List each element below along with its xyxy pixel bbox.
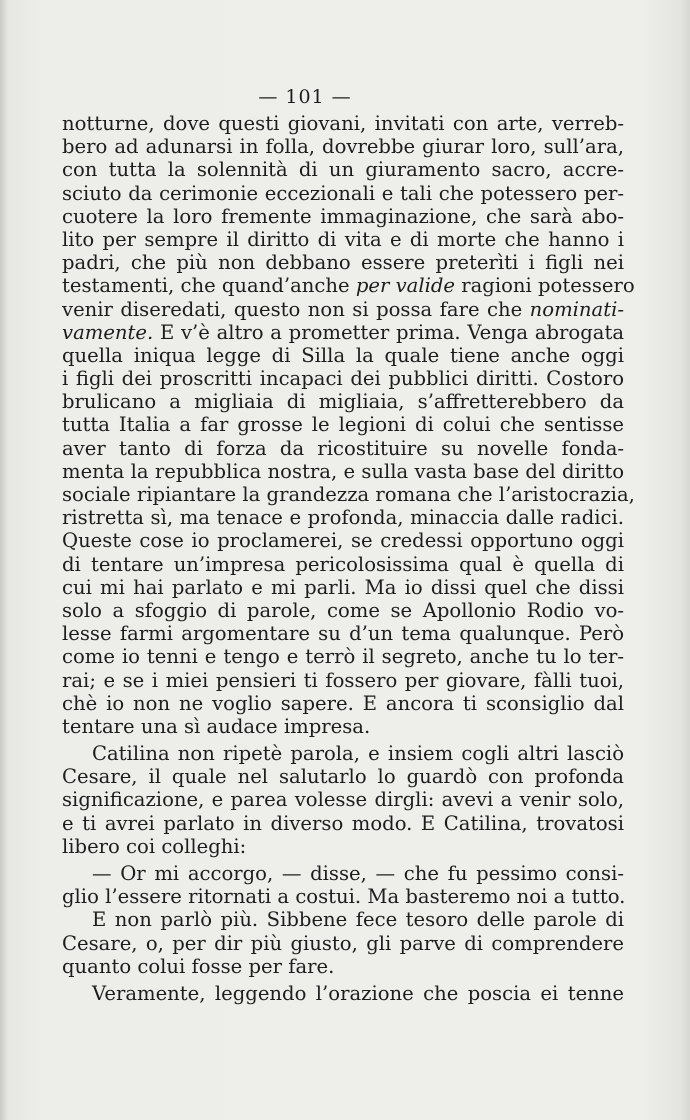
text-line — [62, 576, 624, 599]
text-line — [62, 908, 624, 931]
text-line — [62, 112, 624, 135]
line-text: come io tenni e tengo e terrò il segreto, anche tu lo ter- — [62, 645, 624, 669]
text-line — [62, 932, 624, 955]
line-text: significazione, e parea volesse dirgli: avevi a venir solo, — [62, 788, 624, 812]
text-line — [62, 982, 624, 1005]
line-text: bero ad adunarsi in folla, dovrebbe giurar loro, sull’ara, — [62, 135, 624, 159]
page-number: — 101 — — [258, 86, 352, 108]
line-text: menta la repubblica nostra, e sulla vasta base del diritto — [62, 459, 624, 483]
line-text: cui mi hai parlato e mi parli. Ma io dissi quel che dissi — [62, 575, 624, 599]
italic-text: per valide — [355, 274, 455, 298]
text-line — [62, 298, 624, 321]
line-text: E non parlò più. Sibbene fece tesoro delle parole di — [92, 908, 624, 932]
text-line — [62, 182, 624, 205]
line-text: quella iniqua legge di Silla la quale tiene anche oggi — [62, 343, 624, 367]
line-text: tentare una sì audace impresa. — [62, 714, 371, 738]
text-line — [62, 692, 624, 715]
text-line — [62, 205, 624, 228]
text-line — [62, 483, 635, 506]
line-text: cuotere la loro fremente immaginazione, che sarà abo- — [62, 204, 624, 228]
text-line — [62, 460, 624, 483]
line-text: sociale ripiantare la grandezza romana che l’aristocrazia, — [62, 483, 635, 506]
italic-text: nominati- — [529, 297, 624, 321]
text-line — [62, 715, 624, 738]
text-line — [62, 251, 624, 274]
text-line — [62, 742, 624, 765]
text-line — [62, 885, 624, 908]
line-text: venir diseredati, questo non si possa fare che — [62, 297, 530, 321]
text-line — [62, 529, 624, 552]
text-line — [62, 158, 624, 181]
text-line — [62, 622, 624, 645]
line-text: e ti avrei parlato in diverso modo. E Catilina, trovatosi — [62, 811, 624, 835]
line-text: Cesare, il quale nel salutarlo lo guardò con profonda — [62, 765, 624, 789]
text-line — [62, 835, 624, 858]
text-line — [62, 553, 624, 576]
line-text: i figli dei proscritti incapaci dei pubblici diritti. Costoro — [62, 367, 624, 391]
text-line — [62, 788, 624, 811]
text-line — [62, 599, 624, 622]
text-line — [62, 344, 624, 367]
line-text: con tutta la solennità di un giuramento sacro, accre- — [62, 158, 624, 182]
line-text: brulicano a migliaia di migliaia, s’affretterebbero da — [62, 390, 624, 414]
text-line — [62, 413, 624, 436]
line-text: sciuto da cerimonie eccezionali e tali che potessero per- — [62, 181, 624, 205]
text-line — [62, 506, 624, 529]
text-line — [62, 862, 624, 885]
text-line — [62, 321, 624, 344]
line-text: tutta Italia a far grosse le legioni di colui che sentisse — [62, 413, 624, 437]
body-text — [62, 112, 635, 1005]
line-text: glio l’essere ritornati a costui. Ma basteremo noi a tutto. — [62, 885, 626, 909]
line-text: ragioni potessero — [455, 274, 635, 298]
line-text: E v’è altro a prometter prima. Venga abrogata — [153, 320, 624, 344]
line-text: rai; e se i miei pensieri ti fossero per giovare, fàlli tuoi, — [62, 668, 624, 692]
line-text: Cesare, o, per dir più giusto, gli parve di comprendere — [62, 931, 624, 955]
text-line — [62, 645, 624, 668]
line-text: aver tanto di forza da ricostituire su novelle fonda- — [62, 436, 624, 460]
text-line — [62, 437, 624, 460]
line-text: — Or mi accorgo, — disse, — che fu pessimo consi- — [92, 862, 624, 885]
text-line — [62, 812, 624, 835]
line-text: notturne, dove questi giovani, invitati con arte, verreb- — [62, 112, 624, 135]
line-text: di tentare un’impresa pericolosissima qual è quella di — [62, 552, 624, 576]
line-text: lesse farmi argomentare su d’un tema qualunque. Però — [62, 622, 624, 646]
line-text: Veramente, leggendo l’orazione che poscia ei tenne — [92, 981, 624, 1005]
line-text: libero coi colleghi: — [62, 834, 247, 858]
text-line — [62, 669, 624, 692]
line-text: solo a sfoggio di parole, come se Apollonio Rodio vo- — [62, 598, 624, 622]
text-line — [62, 135, 624, 158]
text-line — [62, 228, 624, 251]
text-line — [62, 390, 624, 413]
text-line — [62, 367, 624, 390]
line-text: padri, che più non debbano essere preterìti i figli nei — [62, 251, 624, 275]
text-line — [62, 765, 624, 788]
line-text: testamenti, che quand’anche — [62, 274, 356, 298]
line-text: chè io non ne voglio sapere. E ancora ti sconsiglio dal — [62, 691, 624, 715]
text-line — [62, 955, 624, 978]
line-text: quanto colui fosse per fare. — [62, 954, 335, 978]
line-text: Queste cose io proclamerei, se credessi opportuno oggi — [62, 529, 624, 553]
line-text: ristretta sì, ma tenace e profonda, minaccia dalle radici. — [62, 506, 624, 530]
text-line — [62, 274, 635, 298]
italic-text: vamente. — [62, 320, 154, 344]
line-text: Catilina non ripetè parola, e insiem cogli altri lasciò — [92, 742, 624, 766]
line-text: lito per sempre il diritto di vita e di morte che hanno i — [62, 227, 624, 251]
